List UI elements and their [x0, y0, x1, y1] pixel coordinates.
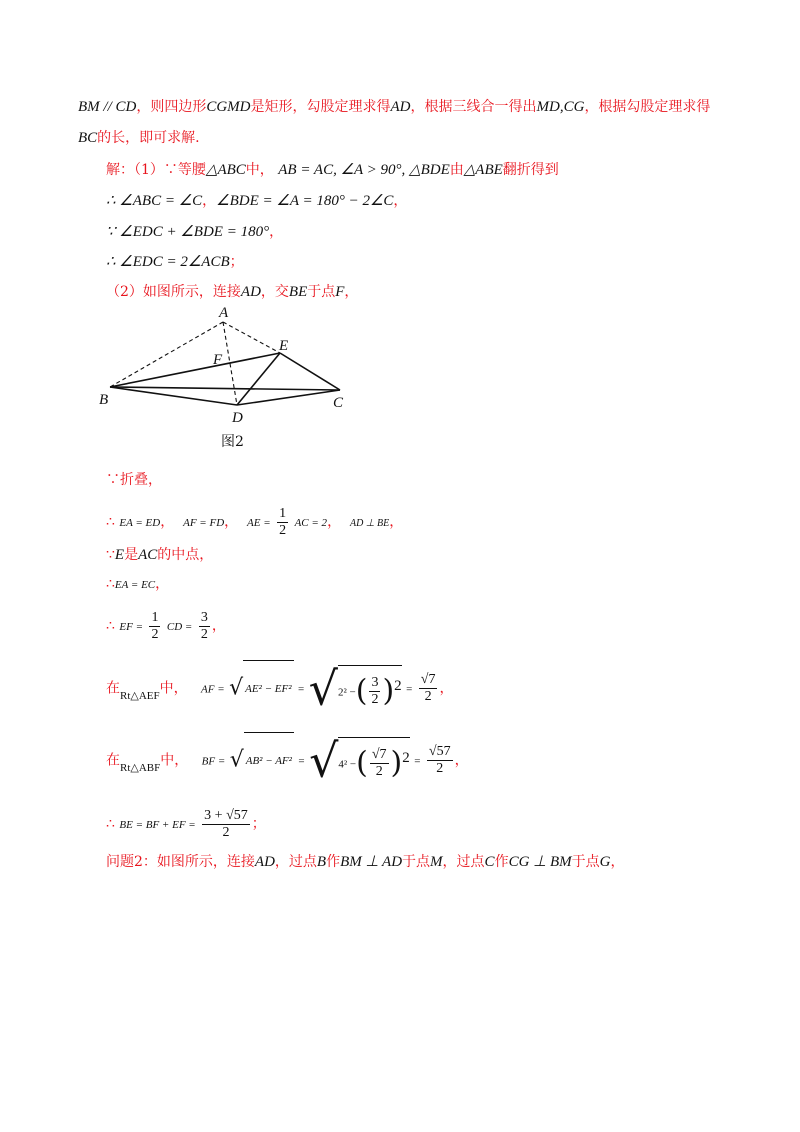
label-c: C	[333, 395, 344, 411]
solution-line-4: ∴ ∠EDC = 2∠ACB；	[106, 254, 244, 270]
segment-b-e	[110, 353, 280, 387]
intro-line-1: BM // CD，则四边形CGMD是矩形，勾股定理求得AD，根据三线合一得出MD,CG，根据勾股定理求得	[78, 99, 711, 115]
segment-b-c	[110, 387, 340, 390]
proof-be: ∴ BE = BF + EF = $\frac{3 + √57}{2}$ ；	[106, 807, 266, 840]
fraction-ef-half: $\frac{1}{2}$	[151, 609, 159, 642]
fraction-three-halves: $\frac{3}{2}$	[200, 609, 208, 642]
proof-ea-ec: ∴EA = EC，	[106, 576, 170, 592]
label-d: D	[232, 410, 243, 426]
proof-ef: ∴ EF = $\frac{1}{2}$ CD = $\frac{3}{2}$ ，	[106, 609, 226, 642]
intro-line-2: BC的长，即可求解.	[78, 130, 200, 146]
solution-part-2: （2）如图所示，连接AD，交BE于点F，	[106, 284, 359, 300]
fraction-bf-result: $\frac{√57}{2}$	[428, 744, 451, 776]
segment-e-c	[280, 353, 340, 390]
proof-line-equalities: ∴ EA = ED， AF = FD， AE = $\frac{1}{2}$ AC = 2， AD ⊥ BE，	[106, 505, 404, 538]
proof-midpoint: ∵E是AC的中点，	[106, 547, 214, 563]
figure-caption: 图2	[221, 434, 244, 450]
segment-a-b	[110, 322, 223, 387]
label-b: B	[99, 392, 109, 408]
segment-b-d	[110, 387, 237, 405]
proof-bf: 在$_{Rt\triangle ABF}$中， BF = √ AB² − AF² = √4² −( $\frac{√7}{2}$ )$^2$ = $\frac{√57}{2}$ ，	[106, 733, 469, 788]
proof-af: 在$_{Rt\triangle AEF}$中， AF = √ AE² − EF² = √2² −( $\frac{3}{2}$ )$^2$ = $\frac{√7}{2}$ ，	[106, 661, 454, 716]
segment-d-c	[237, 390, 340, 405]
solution-line-2: ∴ ∠ABC = ∠C，∠BDE = ∠A = 180° − 2∠C，	[106, 193, 408, 209]
geometry-figure	[95, 300, 365, 460]
solution-line-3: ∵ ∠EDC + ∠BDE = 180°，	[106, 224, 284, 240]
fraction-one-half: $\frac{1}{2}$	[279, 505, 287, 538]
question-2: 问题2：如图所示，连接AD，过点B作BM ⊥ AD于点M，过点C作CG ⊥ BM于点G，	[106, 854, 625, 870]
segment-a-e	[223, 322, 280, 353]
label-f: F	[213, 352, 223, 368]
fraction-af-result: $\frac{√7}{2}$	[420, 672, 436, 704]
solution-header: 解：（1）∵等腰△ABC中， AB = AC, ∠A > 90°, △BDE由△ABE翻折得到	[106, 162, 559, 178]
label-e: E	[279, 338, 289, 354]
label-a: A	[219, 305, 229, 321]
proof-fold: ∵折叠，	[106, 472, 162, 488]
fraction-be-result: $\frac{3 + √57}{2}$	[204, 807, 248, 840]
